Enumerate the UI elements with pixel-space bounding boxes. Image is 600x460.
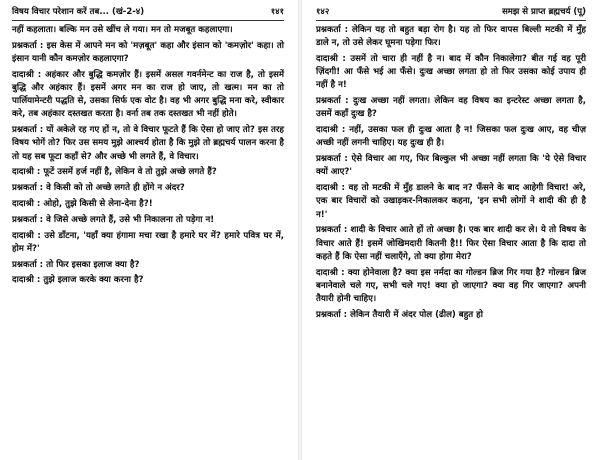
paragraph-text: लेकिन यह तो बहुत बड़ा रोग है। यह तो फिर वापस बिल्ली मटकी में मुँह डाले न, तो उसे लेकर घूमना पड़ेगा फिर। [316,25,586,49]
speaker-label: प्रश्नकर्ता : [316,96,349,107]
paragraph [12,214,284,227]
paragraph [12,166,284,179]
paragraph [316,24,586,50]
paragraph [316,224,586,264]
speaker-label: दादाश्री : [12,230,41,241]
speaker-label: दादाश्री : [316,183,345,194]
paragraph [316,309,586,322]
left-page-number: १४१ [270,7,284,17]
paragraph-text: वे जिसे अच्छे लगते हैं, उसे भी निकालना तो पड़ेगा न! [46,214,215,225]
paragraph [12,198,284,211]
right-page-header [316,4,586,21]
paragraph-text: नहीं, उसका फल ही दुःख आता है न! जिसका फल दुःख आए, वह चीज़ अच्छी नहीं लगनी चाहिए। यह दुःख ही है। [316,125,586,149]
speaker-label: प्रश्नकर्ता : [12,214,44,225]
paragraph-text: वह तो मटकी में मुँह डालने के बाद न? फँसने के बाद आहेगी विचार! अरे, एक बार विचारों को उखाड़कर-निकालकर कहना, 'इन सभी लोगों ने शादी की ही है न!' [316,183,586,220]
paragraph [12,274,284,287]
right-page-body [316,24,586,322]
paragraph-text: अहंकार और बुद्धि कमज़ोर हैं। इसमें असल गवर्नमेन्ट का राज है, तो इसमें बुद्धि और अहंकार हैं। इसमें अगर मन का राज हो जाए, तो खत्म। मन का तो पार्लियामेन्टरी पद्धति से, उसका सिर्फ एक वोट है। वह भी अगर बुद्धि मना करे, स्वीकार करे, तब अहंकार दस्तखत करता है। वर्ना तब तक दस्तखत भी नहीं होते। [12,69,284,120]
paragraph-text: उसे डाँटना, 'यहाँ क्या हंगामा मचा रखा है हमारे घर में? हमारे पवित्र घर में, होम में?' [12,230,284,254]
paragraph [12,24,284,37]
paragraph [316,53,586,93]
paragraph-text: क्या होनेवाला है? क्या इस नर्मदा का गोल्डन ब्रिज गिर गया है? गोल्डन ब्रिज बनानेवाले चले गए, सभी चले गए! क्या हो जाएगा? क्या वह गिर जाएगा? अपनी तैयारी होनी चाहिए। [316,267,586,305]
speaker-label: दादाश्री : [316,54,346,64]
paragraph-text: फूटें उसमें हर्ज नहीं है, लेकिन वे तो तुझे अच्छे लगते हैं? [43,167,217,178]
paragraph-text: उसमें तो चारा ही नहीं है न। बाद में कौन निकालेगा? बीत गई वह पूरी ज़िंदगी! आ फँसे भई आ फँसे। दुःख अच्छा लगता हो तो फिर उसका कोई उपाय ही नहीं है न! [316,54,586,91]
paragraph-text: वे किसी को तो अच्छे लगते ही होंगे न अंदर? [46,183,185,194]
paragraph-text: तुझे इलाज करके क्या करना है? [43,275,144,286]
right-header-title: समझ से प्राप्त ब्रह्मचर्य (पू) [502,7,586,17]
paragraph [316,267,586,307]
paragraph [12,40,284,66]
paragraph [316,95,586,121]
paragraph-text: ऐसे विचार आ गए, फिर बिल्कुल भी अच्छा नहीं लगता कि 'ये ऐसे विचार क्यों आए?' [316,154,587,178]
speaker-label: प्रश्नकर्ता : [12,40,44,51]
paragraph [316,153,586,179]
paragraph [316,182,586,222]
paragraph [12,259,284,272]
speaker-label: दादाश्री : [12,275,41,286]
speaker-label: दादाश्री : [316,267,345,278]
speaker-label: दादाश्री : [12,199,41,209]
paragraph [12,124,284,164]
speaker-label: प्रश्नकर्ता : [316,154,348,165]
paragraph-text: शादी के विचार आते हों तो अच्छा है। एक बार शादी कर ले। ये तो विषय के विचार आते हैं! इसमें जोखिमदारी कितनी है!! फिर ऐसा विचार आता है कि दादा तो कहते हैं कि ऐसा नहीं चलाएँगे, तो क्या होगा मेरा? [316,225,586,262]
right-page-number: १४२ [316,7,330,17]
paragraph [12,230,284,256]
paragraph-text: ओहो, तुझे किसी से लेना-देना है?! [43,199,153,209]
speaker-label: दादाश्री : [12,69,42,80]
paragraph-text: तो फिर इसका इलाज क्या है? [46,259,140,270]
paragraph-text: दुःख अच्छा नहीं लगता। लेकिन वह विषय का इन्टरेस्ट अच्छा लगता है, उसमें कहाँ दुःख है? [316,96,586,120]
speaker-label: प्रश्नकर्ता : [12,259,44,270]
left-header-title: विषय विचार परेशान करें तब... (खं-2-४) [12,7,145,17]
speaker-label: प्रश्नकर्ता : [316,309,348,320]
paragraph-text: यों अकेले रह गए हों न, तो वे विचार फूटते हैं कि ऐसा हो जाए तो? इस तरह विषय भोगें तो? फिर उस समय मुझे आश्चर्य होता है कि मुझे तो ब्रह्मचर्य पालन करना है तो यह सब फूटा कहाँ से? और अच्छे भी लगते हैं, वे विचार। [12,125,284,162]
right-page [302,0,600,460]
speaker-label: दादाश्री : [316,125,346,136]
speaker-label: प्रश्नकर्ता : [316,25,349,35]
left-page-header [12,4,284,21]
paragraph [12,69,284,122]
paragraph-text: नहीं कहलाता। बल्कि मन उसे खींच ले गया। मन तो मजबूत कहलाएगा। [12,25,233,35]
paragraph [12,182,284,195]
paragraph [316,124,586,150]
paragraph-text: लेकिन तैयारी में अंदर पोल (ढील) बहुत हो [350,309,483,320]
left-page-body [12,24,284,288]
left-page [0,0,298,460]
speaker-label: दादाश्री : [12,167,41,178]
speaker-label: प्रश्नकर्ता : [12,125,44,136]
speaker-label: प्रश्नकर्ता : [12,183,44,194]
paragraph-text: इस केस में आपने मन को 'मज़बूत' कहा और इंसान को 'कमज़ोर' कहा। तो इंसान यानी कौन कमज़ोर कहलाएगा? [12,40,284,64]
speaker-label: प्रश्नकर्ता : [316,225,348,236]
